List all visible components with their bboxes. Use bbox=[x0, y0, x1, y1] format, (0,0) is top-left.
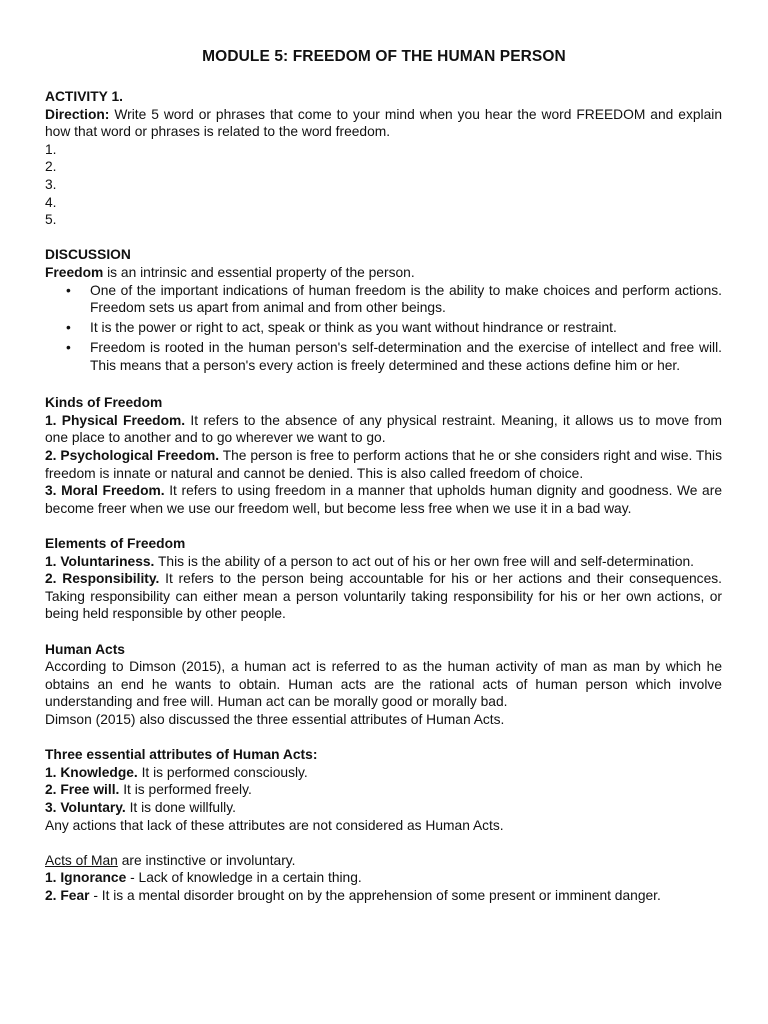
answer-line-3: 3. bbox=[45, 176, 57, 192]
human-acts-paragraph: According to Dimson (2015), a human act is referred to as the human activity of man as man by which he obtains an end he wants to obtain. Human acts are the rational acts of human person which involve understanding and free will. Human act can be morally good or morally bad. bbox=[45, 659, 722, 710]
human-acts-section bbox=[45, 641, 722, 729]
discussion-heading: DISCUSSION bbox=[45, 247, 131, 263]
attribute-text: It is done willfully. bbox=[125, 799, 236, 815]
attribute-item bbox=[45, 799, 722, 817]
attribute-item bbox=[45, 764, 722, 782]
bullet-icon: • bbox=[66, 282, 71, 298]
kind-text: It refers to the absence of any physical restraint. Meaning, it allows us to move from one place to another and to go wherever we want to go. bbox=[45, 412, 722, 446]
kind-label: 3. Moral Freedom. bbox=[45, 483, 165, 499]
bullet-icon: • bbox=[66, 340, 71, 356]
bullet-text: Freedom is rooted in the human person's self-determination and the exercise of intellect and free will. This means that a person's every action is freely determined and these actions define him or her. bbox=[90, 340, 722, 373]
attribute-label: 3. Voluntary. bbox=[45, 799, 126, 815]
bullet-item bbox=[45, 282, 722, 317]
element-item bbox=[45, 553, 722, 571]
acts-of-man-section bbox=[45, 852, 722, 905]
attribute-text: It is performed consciously. bbox=[137, 764, 308, 780]
element-text: It refers to the person being accountable for his or her actions and their consequences. Taking responsibility can either mean a person voluntarily taking responsibility for his or her own actions, or being held responsible by other people. bbox=[45, 571, 722, 622]
kinds-of-freedom-section bbox=[45, 394, 722, 517]
acts-of-man-intro bbox=[45, 852, 722, 870]
attributes-heading: Three essential attributes of Human Acts: bbox=[45, 747, 318, 763]
answer-line-5: 5. bbox=[45, 212, 57, 228]
freedom-bullet-list bbox=[45, 282, 722, 375]
acts-of-man-item bbox=[45, 869, 722, 887]
acts-of-man-term: Acts of Man bbox=[45, 852, 118, 868]
element-item bbox=[45, 570, 722, 623]
element-text: This is the ability of a person to act out of his or her own free will and self-determination. bbox=[154, 553, 695, 569]
freedom-definition: is an intrinsic and essential property of the person. bbox=[103, 264, 415, 280]
freedom-intro bbox=[45, 264, 722, 282]
kind-item bbox=[45, 482, 722, 517]
bullet-item bbox=[45, 319, 722, 337]
kinds-heading: Kinds of Freedom bbox=[45, 395, 163, 411]
answer-line-4: 4. bbox=[45, 194, 57, 210]
discussion-section bbox=[45, 246, 722, 374]
attribute-label: 2. Free will. bbox=[45, 782, 120, 798]
kind-label: 2. Psychological Freedom. bbox=[45, 448, 220, 464]
kind-text: The person is free to perform actions that he or she considers right and wise. This freedom is innate or natural and cannot be denied. This is also called freedom of choice. bbox=[45, 448, 722, 481]
freedom-term: Freedom bbox=[45, 264, 104, 280]
bullet-icon: • bbox=[66, 320, 71, 336]
element-label: 1. Voluntariness. bbox=[45, 553, 155, 569]
attributes-note: Any actions that lack of these attributes are not considered as Human Acts. bbox=[45, 817, 504, 833]
bullet-text: It is the power or right to act, speak or think as you want without hindrance or restraint. bbox=[90, 320, 617, 336]
answer-line-2: 2. bbox=[45, 159, 57, 175]
acts-of-man-label: 2. Fear bbox=[45, 887, 90, 903]
element-label: 2. Responsibility. bbox=[45, 571, 160, 587]
kind-label: 1. Physical Freedom. bbox=[45, 412, 186, 428]
bullet-text: One of the important indications of human freedom is the ability to make choices and perform actions. Freedom sets us apart from animal and from other beings. bbox=[90, 282, 722, 316]
acts-of-man-label: 1. Ignorance bbox=[45, 870, 127, 886]
attributes-section bbox=[45, 746, 722, 834]
acts-of-man-item bbox=[45, 887, 722, 905]
document-body bbox=[45, 88, 722, 904]
answer-line-1: 1. bbox=[45, 141, 57, 157]
acts-of-man-definition: are instinctive or involuntary. bbox=[117, 852, 296, 868]
attribute-label: 1. Knowledge. bbox=[45, 764, 138, 780]
activity-heading: ACTIVITY 1. bbox=[45, 89, 123, 104]
human-acts-paragraph: Dimson (2015) also discussed the three essential attributes of Human Acts. bbox=[45, 711, 505, 727]
elements-of-freedom-section bbox=[45, 535, 722, 623]
kind-item bbox=[45, 412, 722, 447]
direction-label: Direction: bbox=[45, 106, 110, 122]
module-title: MODULE 5: FREEDOM OF THE HUMAN PERSON bbox=[202, 48, 566, 65]
elements-heading: Elements of Freedom bbox=[45, 536, 186, 552]
acts-of-man-text: - It is a mental disorder brought on by the apprehension of some present or imminent danger. bbox=[89, 887, 661, 903]
attribute-text: It is performed freely. bbox=[119, 782, 252, 798]
kind-item bbox=[45, 447, 722, 482]
kind-text: It refers to using freedom in a manner that upholds human dignity and goodness. We are become freer when we use our freedom well, but become less free when we use it in a bad way. bbox=[45, 483, 723, 516]
direction-text: Write 5 word or phrases that come to your mind when you hear the word FREEDOM and explain how that word or phrases is related to the word freedom. bbox=[45, 106, 722, 140]
attribute-item bbox=[45, 781, 722, 799]
bullet-item bbox=[45, 339, 722, 374]
activity-direction bbox=[45, 106, 722, 141]
human-acts-heading: Human Acts bbox=[45, 641, 125, 657]
activity-section bbox=[45, 88, 722, 229]
acts-of-man-text: - Lack of knowledge in a certain thing. bbox=[126, 870, 362, 886]
